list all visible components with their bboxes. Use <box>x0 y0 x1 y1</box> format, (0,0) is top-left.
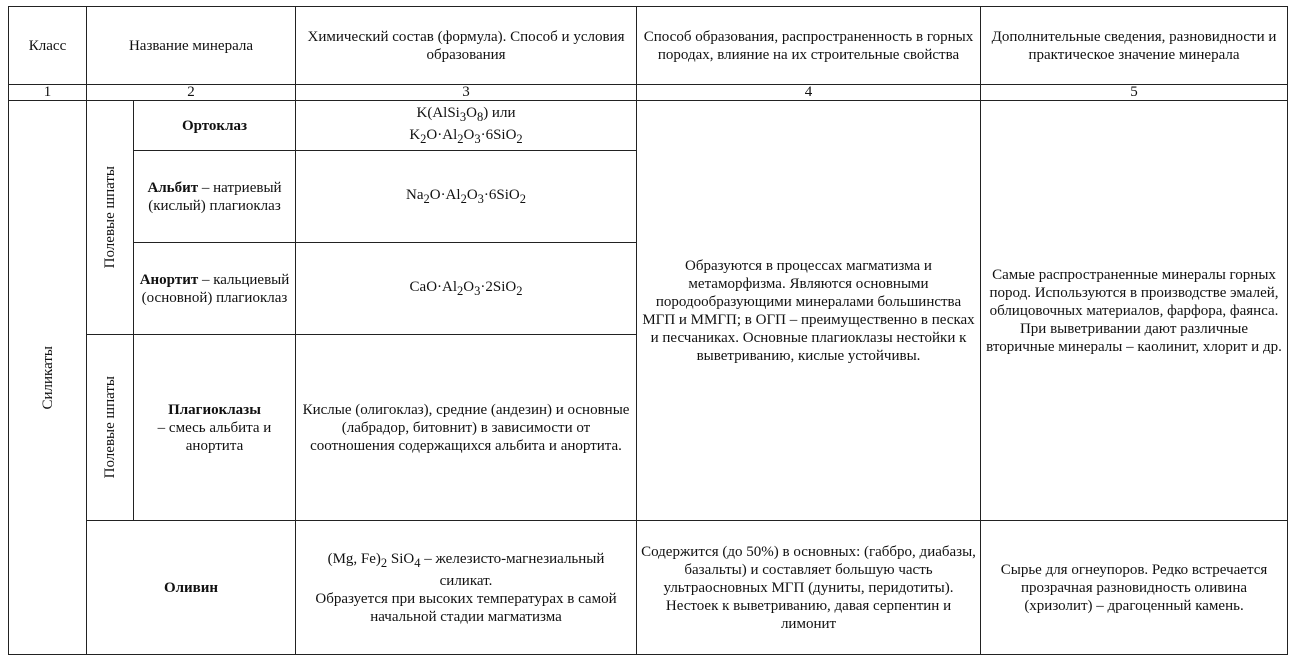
mineral-name-plagioclase: Плагиоклазы – смесь альбита и анортита <box>134 335 296 521</box>
header-row <box>9 7 1288 85</box>
olivine-formation: Содержится (до 50%) в основных: (габбро, диабазы, базальты) и составляет большую часть ультраосновных МГП (дуниты, перидотиты). Нестоек к выветриванию, давая серпентин и лимонит <box>637 521 981 655</box>
column-number: 5 <box>981 85 1288 101</box>
class-cell <box>9 101 87 655</box>
column-number: 3 <box>296 85 637 101</box>
column-number-row <box>9 85 1288 101</box>
olivine-composition: (Mg, $Fe)_2$ SiO$_4$ – железисто-магнезиальный силикат. Образуется при высоких температурах в самой начальной стадии магматизма <box>296 521 637 655</box>
feldspar-formation: Образуются в процессах магматизма и метаморфизма. Являются основными породообразующими минералами большинства МГП и ММГП; в ОГП – преимущественно в песках и песчаниках. Основные плагиоклазы нестойки к выветриванию, кислые устойчивы. <box>637 101 981 521</box>
mineral-name-orthoclase: Ортоклаз <box>134 101 296 151</box>
feldspar-extra: Самые распространенные минералы горных пород. Используются в производстве эмалей, облицовочных материалов, фарфора, фаянса. При выветривании дают различные вторичные минералы – каолинит, хлорит и др. <box>981 101 1288 521</box>
column-number: 1 <box>9 85 87 101</box>
mineral-name-anorthite: Анортит – кальциевый (основной) плагиоклаз <box>134 243 296 335</box>
header-formation: Способ образования, распространенность в горных породах, влияние на их строительные свойства <box>637 7 981 85</box>
anorthite-formula: $CaO\cdot Al_2O_3\cdot 2SiO_2$ <box>296 243 637 335</box>
group-cell <box>87 335 134 521</box>
header-composition: Химический состав (формула). Способ и условия образования <box>296 7 637 85</box>
albite-formula: $Na_2O\cdot Al_2O_3\cdot 6SiO_2$ <box>296 151 637 243</box>
orthoclase-formula: $K(AlSi_3O_8)$ или $K_2O\cdot Al_2O_3\cdot 6SiO_2$ <box>296 101 637 151</box>
group-label: Полевые шпаты <box>102 376 118 479</box>
group-label: Полевые шпаты <box>102 166 118 269</box>
plagioclase-composition: Кислые (олигоклаз), средние (андезин) и основные (лабрадор, битовнит) в зависимости от соотношения содержащихся альбита и анортита. <box>296 335 637 521</box>
header-class: Класс <box>9 7 87 85</box>
table-row <box>9 521 1288 655</box>
group-cell <box>87 101 134 335</box>
header-extra: Дополнительные сведения, разновидности и практическое значение минерала <box>981 7 1288 85</box>
mineral-name-albite: Альбит – натриевый (кислый) плагиоклаз <box>134 151 296 243</box>
class-label: Силикаты <box>39 345 56 410</box>
minerals-table <box>8 6 1288 655</box>
header-name: Название минерала <box>87 7 296 85</box>
olivine-extra: Сырье для огнеупоров. Редко встречается прозрачная разновидность оливина (хризолит) – драгоценный камень. <box>981 521 1288 655</box>
mineral-name-olivine: Оливин <box>87 521 296 655</box>
column-number: 4 <box>637 85 981 101</box>
column-number: 2 <box>87 85 296 101</box>
table-row <box>9 101 1288 151</box>
